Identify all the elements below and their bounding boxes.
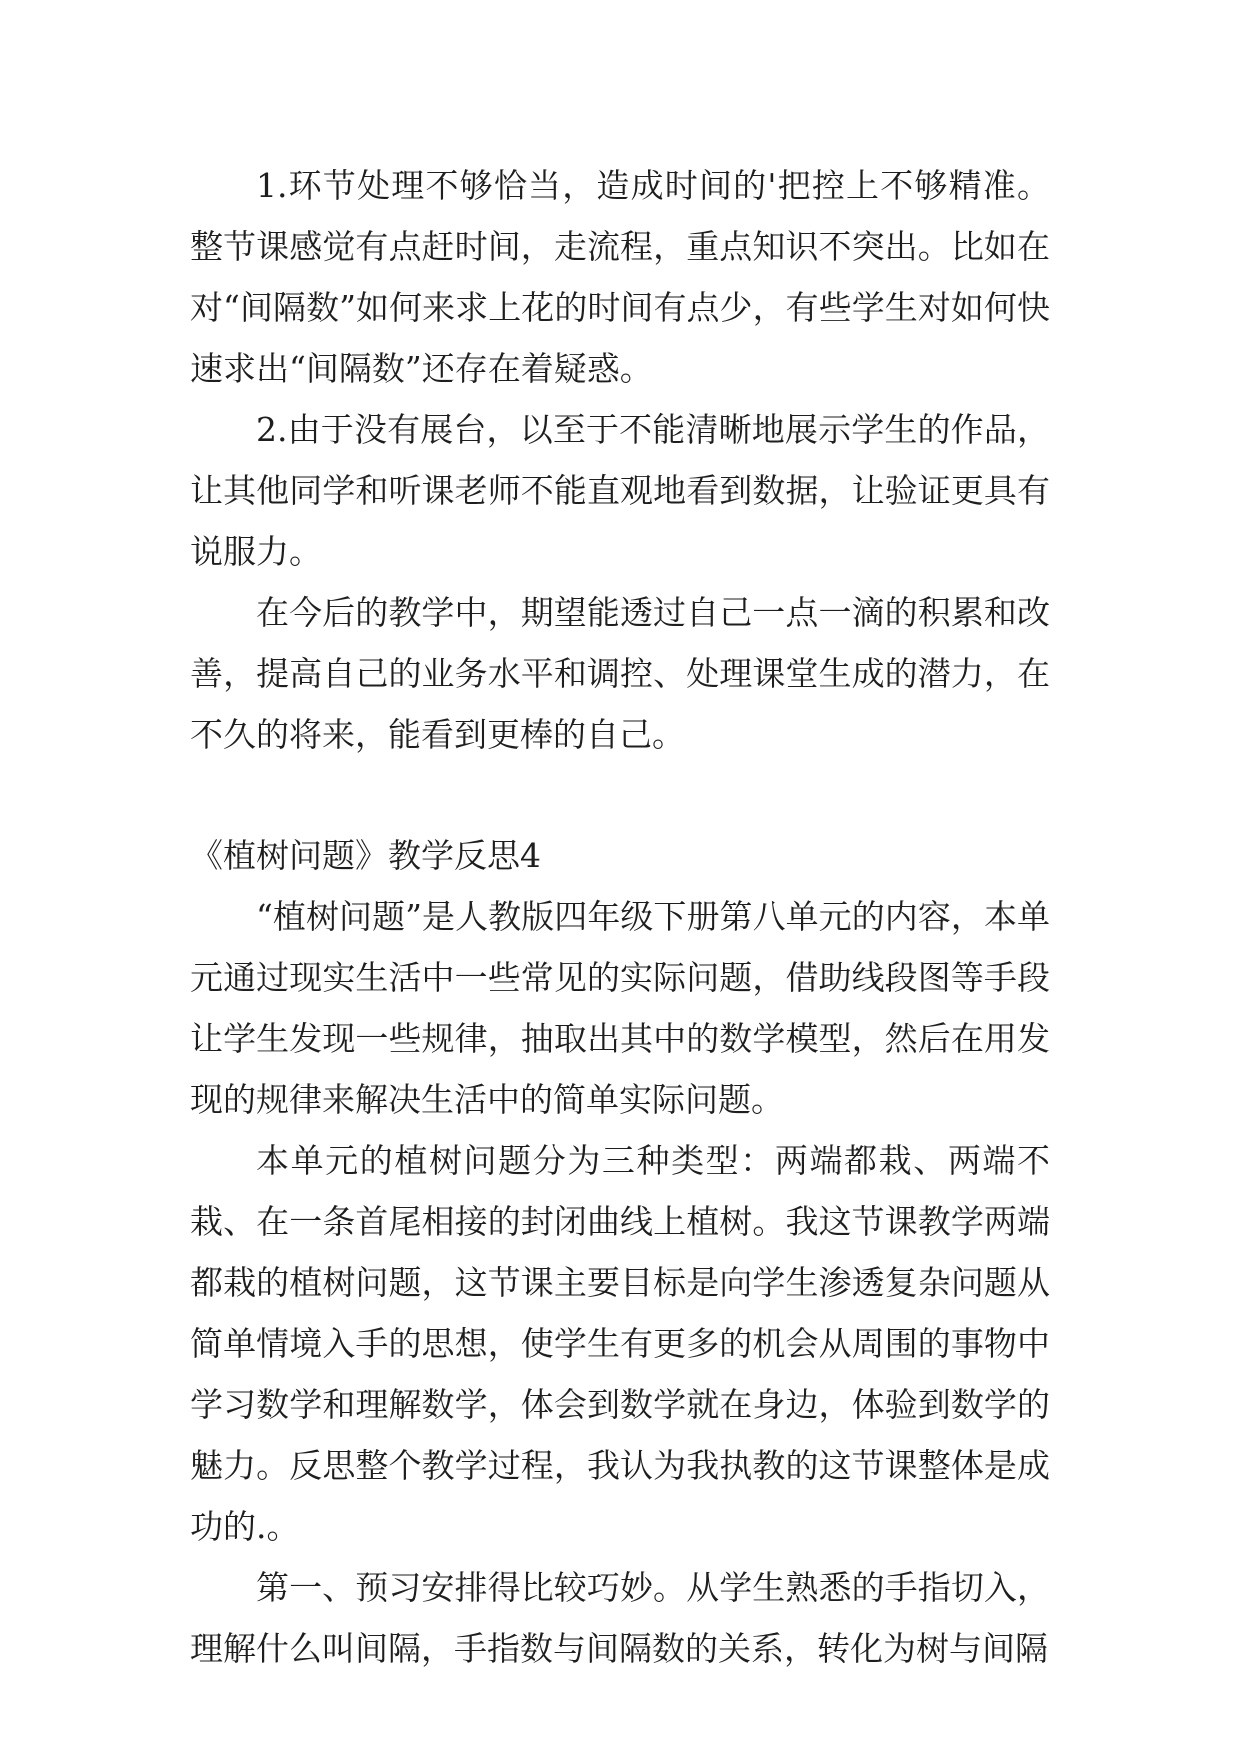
- paragraph-types: 本单元的植树问题分为三种类型：两端都栽、两端不栽、在一条首尾相接的封闭曲线上植树。我这节课教学两端都栽的植树问题，这节课主要目标是向学生渗透复杂问题从简单情境入手的思想，使学生有更多的机会从周围的事物中学习数学和理解数学，体会到数学就在身边，体验到数学的魅力。反思整个教学过程，我认为我执教的这节课整体是成功的.。: [190, 1141, 1050, 1546]
- paragraph-item-1: 1.环节处理不够恰当，造成时间的'把控上不够精准。整节课感觉有点赶时间，走流程，重点知识不突出。比如在对“间隔数”如何来求上花的时间有点少，有些学生对如何快速求出“间隔数”还存在着疑惑。: [190, 166, 1050, 388]
- section-title: 《植树问题》教学反思4: [190, 836, 541, 875]
- paragraph-conclusion: 在今后的教学中，期望能透过自己一点一滴的积累和改善，提高自己的业务水平和调控、处理课堂生成的潜力，在不久的将来，能看到更棒的自己。: [190, 593, 1050, 754]
- paragraph-first-point: 第一、预习安排得比较巧妙。从学生熟悉的手指切入，理解什么叫间隔，手指数与间隔数的关系，转化为树与间隔: [190, 1568, 1050, 1668]
- paragraph-item-2: 2.由于没有展台，以至于不能清晰地展示学生的作品，让其他同学和听课老师不能直观地看到数据，让验证更具有说服力。: [190, 410, 1050, 571]
- paragraph-intro: “植树问题”是人教版四年级下册第八单元的内容，本单元通过现实生活中一些常见的实际问题，借助线段图等手段让学生发现一些规律，抽取出其中的数学模型，然后在用发现的规律来解决生活中的简单实际问题。: [190, 897, 1050, 1119]
- document-body: [190, 155, 1050, 1679]
